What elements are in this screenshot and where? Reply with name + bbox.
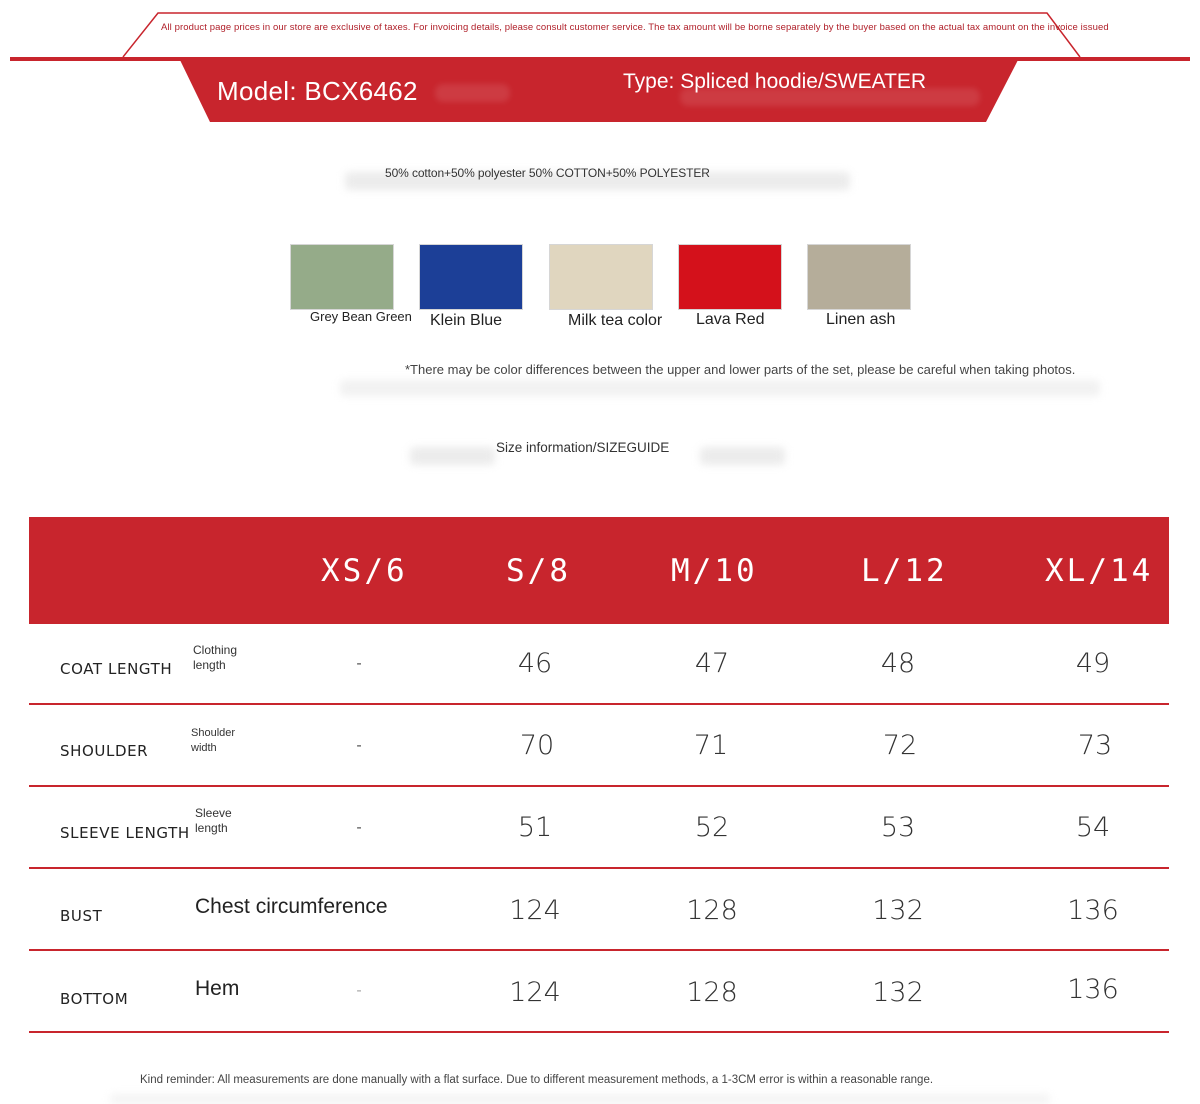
cell-value: 128: [686, 977, 738, 1008]
swatch-lava-red: [678, 244, 782, 310]
row-divider: [29, 1031, 1169, 1033]
swatch-grey-bean-green: [290, 244, 394, 310]
row-label-bust: BUST: [60, 907, 103, 925]
cell-value: -: [356, 982, 362, 999]
size-table-header: [29, 517, 1169, 624]
cell-value: -: [356, 737, 362, 754]
model-banner: [0, 55, 1200, 125]
row-label-coat-length: COAT LENGTH: [60, 660, 173, 678]
row-divider: [29, 949, 1169, 951]
swatch-milk-tea: [549, 244, 653, 310]
cell-value: 128: [686, 895, 738, 926]
cell-value: 46: [517, 648, 553, 679]
color-label: Klein Blue: [430, 312, 503, 329]
cell-value: 48: [880, 648, 916, 679]
color-label: Grey Bean Green: [310, 309, 412, 324]
color-label: Linen ash: [826, 311, 896, 328]
cell-value: 49: [1075, 648, 1111, 679]
cell-value: 124: [509, 977, 561, 1008]
cell-value: 47: [694, 648, 730, 679]
measurement-reminder: Kind reminder: All measurements are done manually with a flat surface. Due to different measurement methods, a 1-3CM error is within a reasonable range.: [140, 1074, 934, 1086]
model-number: Model: BCX6462: [217, 76, 418, 106]
blurred-text-area: [110, 1094, 1050, 1104]
size-guide-heading: Size information/SIZEGUIDE: [496, 440, 670, 455]
row-sublabel: Chest circumference: [195, 895, 388, 918]
size-col-s: S/8: [506, 553, 571, 589]
size-col-xl: XL/14: [1045, 553, 1154, 589]
row-sublabel: Shoulder width: [191, 727, 236, 754]
row-sublabel: Hem: [195, 977, 240, 1000]
tax-notice-text: All product page prices in our store are exclusive of taxes. For invoicing details, please consult customer service. The tax amount will be borne separately by the buyer based on the actual tax amount on the invoice issued: [161, 22, 1109, 33]
fabric-composition: 50% cotton+50% polyester 50% COTTON+50% POLYESTER: [385, 166, 710, 180]
blurred-text-area: [435, 84, 510, 102]
row-divider: [29, 785, 1169, 787]
blurred-text-area: [700, 447, 785, 465]
cell-value: 72: [882, 730, 918, 761]
cell-value: 124: [509, 895, 561, 926]
cell-value: 132: [872, 977, 924, 1008]
product-type: Type: Spliced hoodie/SWEATER: [623, 70, 927, 93]
cell-value: 53: [880, 812, 916, 843]
cell-value: 54: [1075, 812, 1111, 843]
cell-value: 73: [1077, 730, 1113, 761]
swatch-linen-ash: [807, 244, 911, 310]
size-col-xs: XS/6: [321, 553, 408, 589]
size-col-m: M/10: [671, 553, 758, 589]
blurred-text-area: [410, 447, 495, 465]
row-label-shoulder: SHOULDER: [60, 742, 149, 760]
row-divider: [29, 867, 1169, 869]
cell-value: 136: [1067, 895, 1119, 926]
cell-value: 70: [519, 730, 555, 761]
color-difference-note: *There may be color differences between the upper and lower parts of the set, please be careful when taking photos.: [405, 362, 1076, 377]
swatch-klein-blue: [419, 244, 523, 310]
cell-value: 132: [872, 895, 924, 926]
cell-value: 52: [694, 812, 730, 843]
cell-value: 71: [693, 730, 729, 761]
row-label-sleeve-length: SLEEVE LENGTH: [60, 824, 190, 842]
cell-value: -: [356, 655, 362, 672]
row-label-bottom: BOTTOM: [60, 990, 129, 1008]
color-label: Milk tea color: [568, 312, 663, 329]
row-sublabel: Sleeve length: [195, 806, 232, 835]
size-col-l: L/12: [861, 553, 948, 589]
cell-value: 51: [517, 812, 553, 843]
row-sublabel: Clothing length: [193, 643, 238, 672]
row-divider: [29, 703, 1169, 705]
cell-value: -: [356, 819, 362, 836]
blurred-text-area: [340, 380, 1100, 396]
color-label: Lava Red: [696, 311, 765, 328]
cell-value: 136: [1067, 974, 1119, 1005]
